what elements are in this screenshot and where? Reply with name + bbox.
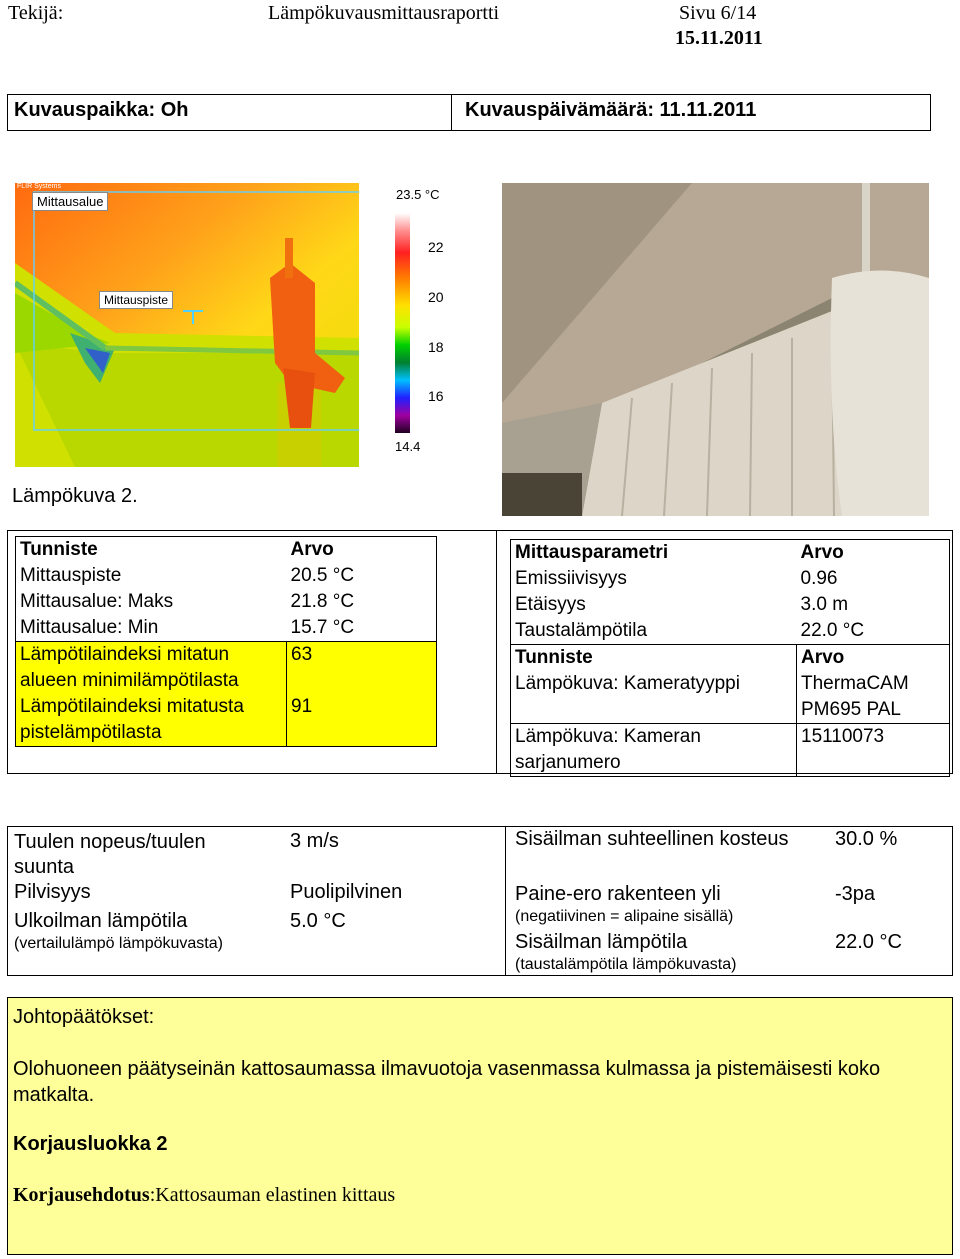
camera-value: ThermaCAM PM695 PAL bbox=[797, 671, 950, 724]
cloud-label: Pilvisyys bbox=[14, 881, 91, 903]
param-label: Taustalämpötila bbox=[511, 618, 797, 645]
color-scale bbox=[376, 183, 459, 467]
camera-header: Tunniste bbox=[511, 645, 797, 672]
camera-label: Lämpökuva: Kameran sarjanumero bbox=[511, 724, 797, 777]
table-row bbox=[511, 724, 950, 777]
param-value: 0.96 bbox=[797, 566, 950, 592]
table-row bbox=[16, 589, 437, 615]
table-row bbox=[511, 671, 950, 724]
conditions-divider bbox=[505, 826, 506, 976]
camera-value: 15110073 bbox=[797, 724, 950, 777]
author-label: Tekijä: bbox=[8, 2, 64, 24]
index-value: 63 bbox=[287, 642, 437, 695]
header-arvo: Arvo bbox=[287, 537, 437, 564]
param-header: Mittausparametri bbox=[511, 540, 797, 567]
param-value-header: Arvo bbox=[797, 540, 950, 567]
pressure-sub: (negatiivinen = alipaine sisällä) bbox=[515, 908, 734, 925]
repair-suggestion-label: Korjausehdotus bbox=[13, 1184, 150, 1206]
scale-max: 23.5 °C bbox=[396, 187, 440, 202]
info-bar bbox=[7, 94, 931, 131]
shoot-date-label: Kuvauspäivämäärä: 11.11.2011 bbox=[465, 99, 757, 121]
scale-tick-18: 18 bbox=[428, 339, 444, 355]
outdoor-value: 5.0 °C bbox=[290, 910, 346, 932]
humidity-value: 30.0 % bbox=[835, 828, 898, 850]
index-label: Lämpötilaindeksi mitatusta pistelämpötilasta bbox=[16, 694, 287, 747]
spot-label: Mittauspiste bbox=[99, 291, 173, 309]
repair-class: Korjausluokka 2 bbox=[13, 1133, 168, 1155]
pressure-value: -3pa bbox=[835, 883, 876, 905]
table-row bbox=[511, 592, 950, 618]
spot-marker-vert bbox=[192, 310, 194, 324]
right-results-table bbox=[510, 539, 950, 777]
index-row bbox=[16, 694, 437, 747]
table-row bbox=[511, 566, 950, 592]
scale-gradient bbox=[395, 213, 410, 433]
humidity-label: Sisäilman suhteellinen kosteus bbox=[515, 828, 789, 850]
scale-tick-16: 16 bbox=[428, 388, 444, 404]
page-number: Sivu 6/14 bbox=[679, 2, 757, 24]
camera-label: Lämpökuva: Kameratyyppi bbox=[511, 671, 797, 724]
conclusions-text: Olohuoneen päätyseinän kattosaumassa ilmavuotoja vasenmassa kulmassa ja pistemäisesti koko matkalta. bbox=[13, 1058, 881, 1106]
conclusions-title: Johtopäätökset: bbox=[13, 1006, 155, 1028]
photo-image bbox=[502, 183, 929, 516]
index-row bbox=[16, 642, 437, 695]
row-value: 15.7 °C bbox=[287, 615, 437, 642]
conclusions-box bbox=[7, 997, 953, 1255]
param-value: 22.0 °C bbox=[797, 618, 950, 645]
scale-tick-20: 20 bbox=[428, 289, 444, 305]
flir-brand: FLIR Systems bbox=[17, 183, 61, 190]
image-caption: Lämpökuva 2. bbox=[12, 485, 138, 507]
row-value: 20.5 °C bbox=[287, 563, 437, 589]
header-tunniste: Tunniste bbox=[16, 537, 287, 564]
indoor-sub: (taustalämpötila lämpökuvasta) bbox=[515, 956, 737, 973]
index-label: Lämpötilaindeksi mitatun alueen minimilämpötilasta bbox=[16, 642, 287, 695]
pressure-label: Paine-ero rakenteen yli bbox=[515, 883, 721, 905]
area-label: Mittausalue bbox=[32, 192, 108, 211]
report-date: 15.11.2011 bbox=[675, 27, 763, 49]
index-value: 91 bbox=[287, 694, 437, 747]
repair-suggestion bbox=[13, 1184, 395, 1207]
indoor-value: 22.0 °C bbox=[835, 931, 902, 953]
row-label: Mittausalue: Min bbox=[16, 615, 287, 642]
thermal-image bbox=[15, 183, 359, 467]
table-row bbox=[511, 618, 950, 645]
outdoor-label: Ulkoilman lämpötila bbox=[14, 910, 188, 932]
table-row bbox=[16, 615, 437, 642]
outdoor-sub: (vertailulämpö lämpökuvasta) bbox=[14, 935, 223, 952]
param-label: Etäisyys bbox=[511, 592, 797, 618]
row-label: Mittauspiste bbox=[16, 563, 287, 589]
camera-value-header: Arvo bbox=[797, 645, 950, 672]
table-header-row bbox=[16, 537, 437, 564]
scale-min: 14.4 bbox=[395, 439, 421, 454]
wind-label: Tuulen nopeus/tuulen suunta bbox=[14, 831, 206, 878]
location-label: Kuvauspaikka: Oh bbox=[14, 99, 189, 121]
results-divider bbox=[496, 530, 497, 774]
param-value: 3.0 m bbox=[797, 592, 950, 618]
left-results-table bbox=[15, 536, 437, 747]
wind-value: 3 m/s bbox=[290, 830, 339, 852]
table-row bbox=[16, 563, 437, 589]
row-value: 21.8 °C bbox=[287, 589, 437, 615]
row-label: Mittausalue: Maks bbox=[16, 589, 287, 615]
indoor-label: Sisäilman lämpötila bbox=[515, 931, 688, 953]
scale-tick-22: 22 bbox=[428, 239, 444, 255]
param-label: Emissiivisyys bbox=[511, 566, 797, 592]
repair-suggestion-text: :Kattosauman elastinen kittaus bbox=[149, 1184, 396, 1206]
cloud-value: Puolipilvinen bbox=[290, 881, 403, 903]
report-title: Lämpökuvausmittausraportti bbox=[268, 2, 500, 24]
